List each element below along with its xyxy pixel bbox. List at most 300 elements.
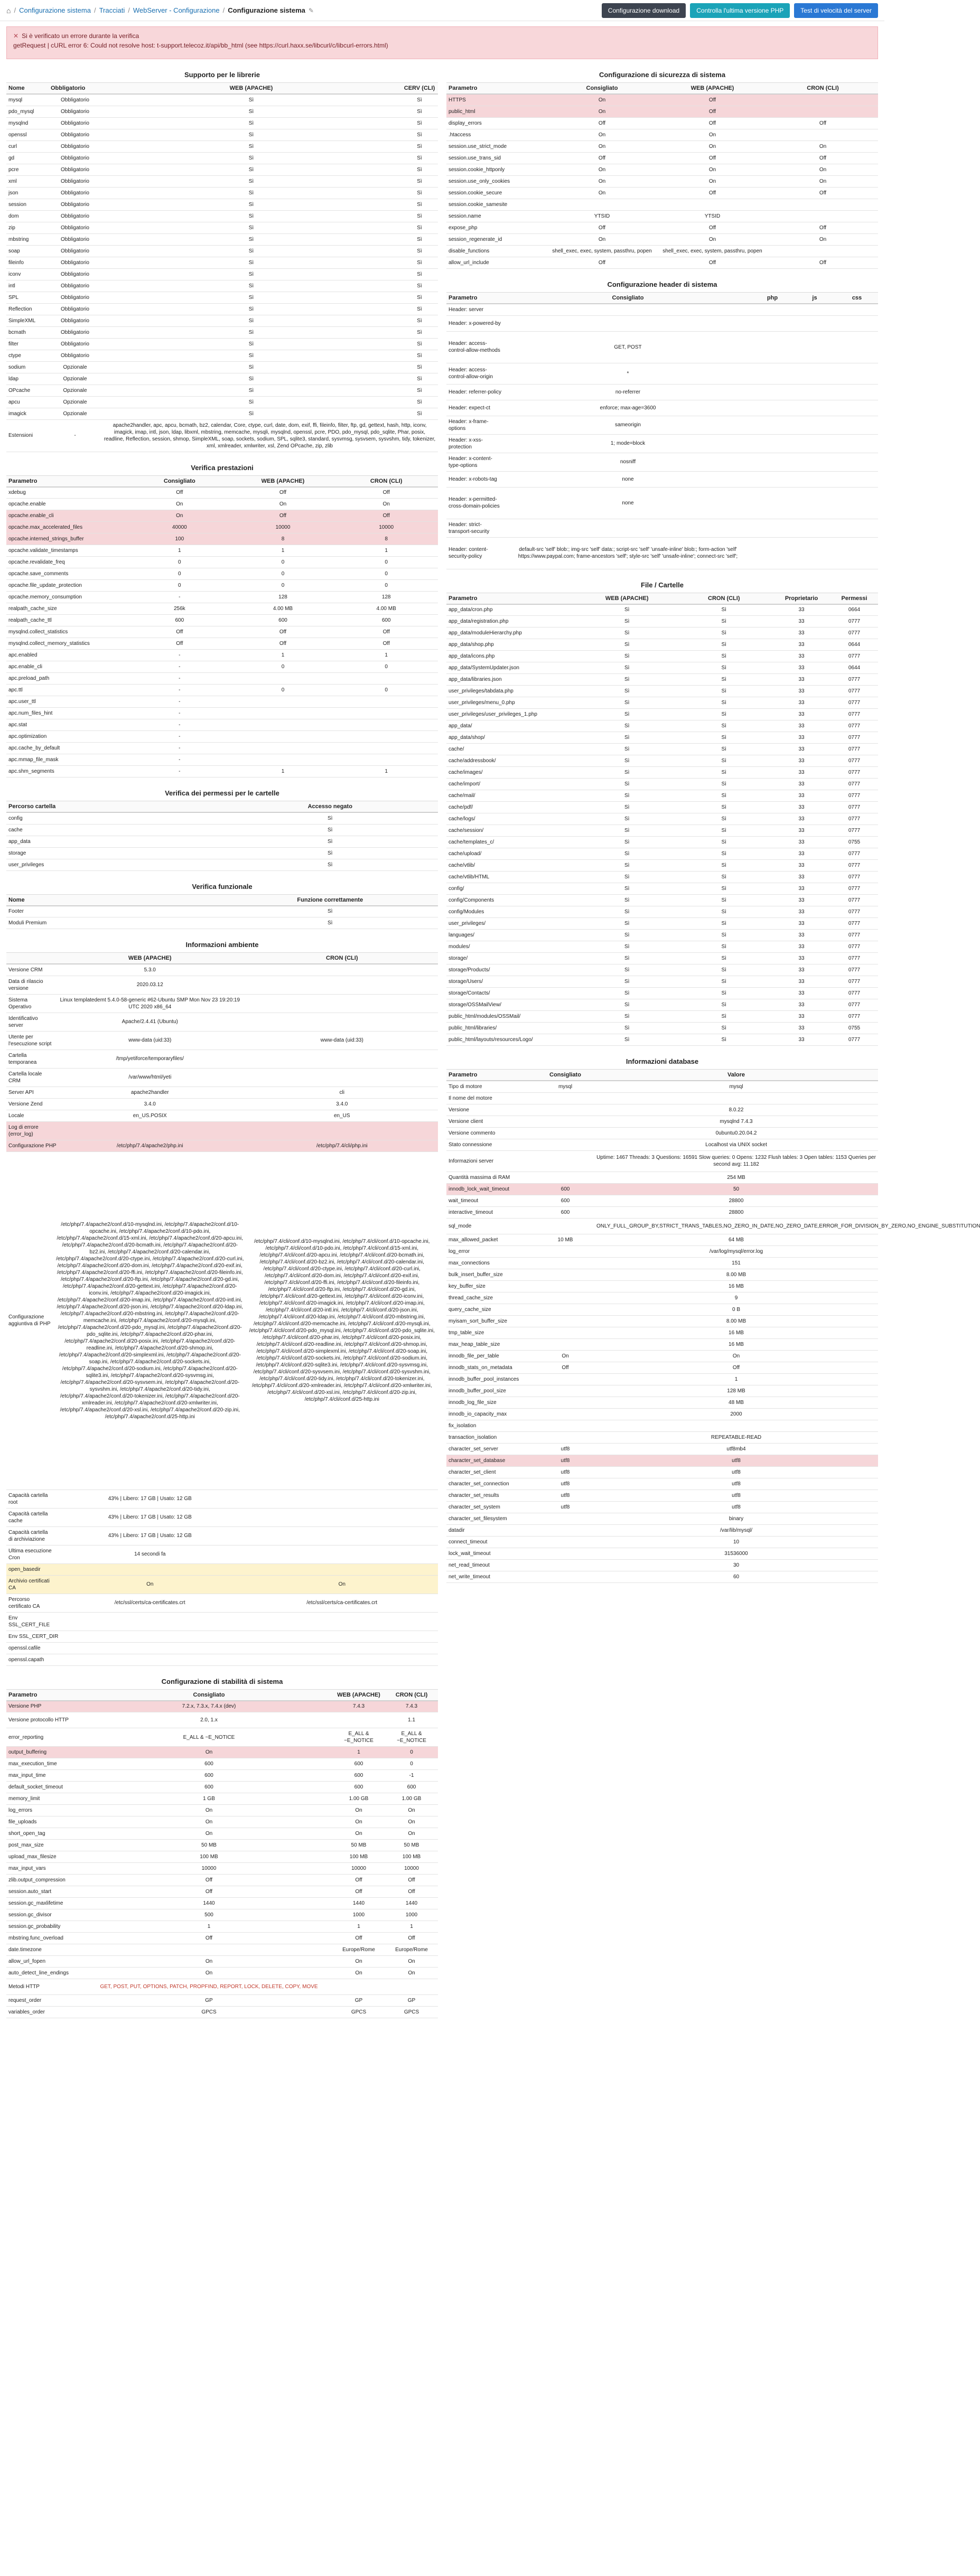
cell-value: Sì xyxy=(676,616,773,627)
cell-value: 600 xyxy=(332,1782,385,1793)
column-header: Consigliato xyxy=(536,1070,594,1081)
row-label: config/ xyxy=(446,883,578,895)
table-row xyxy=(446,1234,878,1245)
table-row xyxy=(446,384,878,400)
table-row xyxy=(6,303,438,315)
cell-value: 50 MB xyxy=(86,1840,332,1851)
row-label: iconv xyxy=(6,268,49,280)
download-config-button[interactable]: Configurazione download xyxy=(602,3,686,18)
cell-value: Off xyxy=(657,152,768,164)
headers-title: Configurazione header di sistema xyxy=(446,276,878,293)
column-header: php xyxy=(751,293,794,304)
cell-value: 10 MB xyxy=(536,1234,594,1245)
cell-value: utf8 xyxy=(536,1478,594,1490)
cell-value xyxy=(768,210,878,222)
cell-value: 0777 xyxy=(830,802,878,813)
speed-test-button[interactable]: Test di velocità del server xyxy=(794,3,878,18)
cell-value: 33 xyxy=(772,616,830,627)
cell-value: Apache/2.4.41 (Ubuntu) xyxy=(54,1013,246,1031)
cell-value: Sì xyxy=(101,408,401,419)
cell-value: 3.4.0 xyxy=(54,1098,246,1110)
row-label: max_heap_table_size xyxy=(446,1338,536,1350)
cell-value: 33 xyxy=(772,662,830,674)
row-label: storage/OSSMailView/ xyxy=(446,999,578,1011)
cell-value xyxy=(334,743,438,754)
cell-value: mysqlnd 7.4.3 xyxy=(594,1116,878,1127)
cell-value: Sì xyxy=(401,361,438,373)
cell-value: /var/lib/mysql/ xyxy=(594,1524,878,1536)
cell-value: Obbligatorio xyxy=(49,268,101,280)
cell-value: Sì xyxy=(676,755,773,767)
table-row xyxy=(6,626,438,638)
row-label: config xyxy=(6,812,222,824)
cell-value: 0777 xyxy=(830,964,878,976)
table-row xyxy=(446,257,878,268)
cell-value: Off xyxy=(657,117,768,129)
table-row xyxy=(446,686,878,697)
cell-value: Opzionale xyxy=(49,385,101,396)
cell-value: Sì xyxy=(101,361,401,373)
table-row xyxy=(446,872,878,883)
cell-value: On xyxy=(768,175,878,187)
cell-value: 0777 xyxy=(830,686,878,697)
cell-value: 8.00 MB xyxy=(594,1315,878,1327)
cell-value: 5.3.0 xyxy=(54,964,246,976)
cell-value: 600 xyxy=(385,1782,438,1793)
table-row xyxy=(446,233,878,245)
cell-value: 7.4.3 xyxy=(385,1701,438,1712)
cell-value: 40000 xyxy=(128,522,231,533)
cell-value: Sì xyxy=(578,964,676,976)
table-row xyxy=(6,257,438,268)
cell-value: 0777 xyxy=(830,674,878,686)
cell-value: Sì xyxy=(401,140,438,152)
table-row xyxy=(6,522,438,533)
cell-value xyxy=(836,537,878,569)
row-label: character_set_results xyxy=(446,1490,536,1501)
cell-value: Sì xyxy=(578,941,676,953)
cell-value xyxy=(246,1654,438,1665)
stability-title: Configurazione di stabilità di sistema xyxy=(6,1673,438,1690)
cell-value: 1000 xyxy=(385,1909,438,1921)
row-label: key_buffer_size xyxy=(446,1280,536,1292)
cell-value: Sì xyxy=(676,639,773,651)
cell-value: utf8 xyxy=(594,1455,878,1466)
table-row xyxy=(6,685,438,696)
cell-value: Sì xyxy=(676,953,773,964)
cell-value: 33 xyxy=(772,767,830,779)
cell-value: On xyxy=(547,233,657,245)
table-row xyxy=(6,1013,438,1031)
row-label: net_write_timeout xyxy=(446,1571,536,1582)
close-icon[interactable]: ✕ xyxy=(13,32,19,40)
cell-value: On xyxy=(86,1805,332,1816)
cell-value: Sì xyxy=(676,604,773,616)
cell-value xyxy=(768,199,878,210)
cell-value xyxy=(768,245,878,257)
breadcrumb-separator: / xyxy=(222,6,225,14)
cell-value xyxy=(836,400,878,416)
cell-value xyxy=(751,400,794,416)
cell-value: 1440 xyxy=(385,1898,438,1909)
cell-value: Uptime: 1467 Threads: 3 Questions: 16591 Slow queries: 0 Opens: 1232 Flush tables: 3 Open tables: 1153 Queries per second avg: 11.182 xyxy=(594,1150,878,1172)
cell-value: On xyxy=(547,175,657,187)
cell-value: Opzionale xyxy=(49,408,101,419)
cell-value: Sì xyxy=(101,164,401,175)
cell-value xyxy=(836,487,878,519)
cell-value: Sì xyxy=(578,976,676,988)
table-row xyxy=(6,487,438,499)
table-row xyxy=(6,268,438,280)
cell-value: Sì xyxy=(401,187,438,199)
cell-value: Obbligatorio xyxy=(49,199,101,210)
row-label: filter xyxy=(6,338,49,350)
security-table xyxy=(446,83,878,269)
row-label: xml xyxy=(6,175,49,187)
database-panel xyxy=(446,1053,980,1583)
cell-value: 7.4.3 xyxy=(332,1701,385,1712)
cell-value: - xyxy=(128,650,231,661)
cell-value xyxy=(751,331,794,363)
row-label: Versione protocollo HTTP xyxy=(6,1712,86,1728)
row-label: fileinfo xyxy=(6,257,49,268)
check-php-version-button[interactable]: Controlla l'ultima versione PHP xyxy=(690,3,790,18)
cell-value: 0777 xyxy=(830,999,878,1011)
table-row xyxy=(446,152,878,164)
row-label: intl xyxy=(6,280,49,292)
table-row xyxy=(446,1139,878,1150)
cell-value: Sì xyxy=(101,152,401,164)
cell-value: Sì xyxy=(676,930,773,941)
table-row xyxy=(446,1245,878,1257)
row-label: Ultima esecuzione Cron xyxy=(6,1545,54,1563)
cell-value xyxy=(536,1150,594,1172)
cell-value: 254 MB xyxy=(594,1172,878,1183)
cell-value: Off xyxy=(657,94,768,106)
cell-value: 64 MB xyxy=(594,1234,878,1245)
row-label: SPL xyxy=(6,292,49,303)
cell-value: 8 xyxy=(231,533,335,545)
row-label: error_reporting xyxy=(6,1728,86,1747)
table-row xyxy=(6,603,438,615)
cell-value xyxy=(536,1559,594,1571)
column-header: Nome xyxy=(6,83,49,94)
column-header: Permessi xyxy=(830,593,878,604)
cell-value: Sì xyxy=(101,257,401,268)
cell-value: mysql xyxy=(594,1081,878,1092)
table-row xyxy=(6,1563,438,1575)
folders-title: Verifica dei permessi per le cartelle xyxy=(6,785,438,801)
cell-value: 600 xyxy=(128,615,231,626)
row-label: session.name xyxy=(446,210,547,222)
table-row xyxy=(6,1770,438,1782)
cell-value: 33 xyxy=(772,709,830,720)
row-label: session.cookie_httponly xyxy=(446,164,547,175)
row-label: mysqlnd.collect_statistics xyxy=(6,626,128,638)
cell-value xyxy=(231,696,335,708)
cell-value: Sì xyxy=(578,779,676,790)
row-label: Footer xyxy=(6,906,222,917)
cell-value: 10000 xyxy=(332,1863,385,1875)
cell-value xyxy=(536,1397,594,1408)
row-label: Header: x-content-type-options xyxy=(446,453,505,471)
row-label: disable_functions xyxy=(446,245,547,257)
row-label: session.cookie_samesite xyxy=(446,199,547,210)
cell-value: Sì xyxy=(676,872,773,883)
cell-value: Sì xyxy=(222,906,438,917)
row-label: app_data/libraries.json xyxy=(446,674,578,686)
table-row xyxy=(446,767,878,779)
table-row xyxy=(6,1031,438,1050)
top-bar xyxy=(0,0,884,21)
cell-value: 2020.03.12 xyxy=(54,976,246,994)
table-row xyxy=(446,106,878,117)
cell-value xyxy=(836,331,878,363)
cell-value: 128 xyxy=(231,592,335,603)
table-row xyxy=(446,222,878,233)
cell-value xyxy=(794,304,836,316)
cell-value: 1 xyxy=(332,1921,385,1933)
table-row xyxy=(446,779,878,790)
cell-value: 1 xyxy=(231,545,335,557)
cell-value: Off xyxy=(334,510,438,522)
cell-value: 0777 xyxy=(830,1011,878,1023)
cell-value xyxy=(54,1121,246,1140)
cell-value: Sì xyxy=(222,836,438,847)
cell-value: GP xyxy=(86,1995,332,2007)
column-header: CRON (CLI) xyxy=(334,476,438,487)
breadcrumb-item-webserver[interactable]: WebServer - Configurazione xyxy=(133,6,220,14)
table-row xyxy=(6,175,438,187)
table-row xyxy=(446,964,878,976)
cell-value: Obbligatorio xyxy=(49,257,101,268)
cell-value xyxy=(751,519,794,537)
row-label: config/Components xyxy=(446,895,578,906)
row-label: net_read_timeout xyxy=(446,1559,536,1571)
cell-value: none xyxy=(505,487,751,519)
cell-value: 50 MB xyxy=(385,1840,438,1851)
cell-value: 0777 xyxy=(830,1034,878,1046)
cell-value: Sì xyxy=(578,953,676,964)
cell-value: 10000 xyxy=(231,522,335,533)
cell-value xyxy=(246,1631,438,1642)
table-header xyxy=(6,953,438,964)
cell-value: Sì xyxy=(676,1023,773,1034)
row-label: file_uploads xyxy=(6,1816,86,1828)
cell-value xyxy=(536,1269,594,1280)
cell-value: GPCS xyxy=(385,2007,438,2018)
row-label: thread_cache_size xyxy=(446,1292,536,1304)
cell-value: 33 xyxy=(772,918,830,930)
table-row xyxy=(6,1612,438,1631)
row-label: Configurazione PHP xyxy=(6,1140,54,1151)
row-label: storage/Contacts/ xyxy=(446,988,578,999)
row-label: zlib.output_compression xyxy=(6,1875,86,1886)
cell-value: 33 xyxy=(772,1011,830,1023)
breadcrumb-item-logs[interactable]: Tracciati xyxy=(99,6,125,14)
cell-value: -1 xyxy=(385,1770,438,1782)
cell-value: 1 xyxy=(334,766,438,778)
cell-value: On xyxy=(547,164,657,175)
row-label: public_html/modules/OSSMail/ xyxy=(446,1011,578,1023)
row-label: session.gc_divisor xyxy=(6,1909,86,1921)
row-label: zip xyxy=(6,222,49,233)
cell-value xyxy=(536,1139,594,1150)
cell-value: Off xyxy=(334,626,438,638)
cell-value: 0755 xyxy=(830,1023,878,1034)
table-row xyxy=(446,604,878,616)
cell-value: none xyxy=(505,471,751,487)
row-label: Cartella temporanea xyxy=(6,1050,54,1068)
table-row xyxy=(6,1068,438,1086)
table-row xyxy=(446,1490,878,1501)
table-row xyxy=(6,1933,438,1944)
security-title: Configurazione di sicurezza di sistema xyxy=(446,67,878,83)
cell-value xyxy=(536,1304,594,1315)
table-header xyxy=(446,1070,878,1081)
cell-value: 100 MB xyxy=(332,1851,385,1863)
cell-value: Sì xyxy=(222,812,438,824)
cell-value: 0 xyxy=(334,580,438,592)
home-icon[interactable]: ⌂ xyxy=(6,6,11,15)
table-row xyxy=(6,1979,438,1995)
row-label: Utente per l'esecuzione script xyxy=(6,1031,54,1050)
row-label: apc.user_ttl xyxy=(6,696,128,708)
cell-value: 43% | Libero: 17 GB | Usato: 12 GB xyxy=(54,1526,246,1545)
cell-value: Sì xyxy=(101,268,401,280)
row-label: Versione CRM xyxy=(6,964,54,976)
column-header: CRON (CLI) xyxy=(385,1690,438,1701)
row-label: config/Modules xyxy=(446,906,578,918)
table-row xyxy=(446,941,878,953)
cell-value xyxy=(334,719,438,731)
table-row xyxy=(446,1373,878,1385)
cell-value: 33 xyxy=(772,941,830,953)
table-row xyxy=(446,117,878,129)
table-row xyxy=(446,1524,878,1536)
row-label: openssl.capath xyxy=(6,1654,54,1665)
cell-value xyxy=(794,487,836,519)
cell-value: Sì xyxy=(676,906,773,918)
cell-value: Opzionale xyxy=(49,396,101,408)
cell-value: Sì xyxy=(401,199,438,210)
cell-value: Sì xyxy=(222,824,438,836)
cell-value: Sì xyxy=(101,140,401,152)
table-row xyxy=(6,1140,438,1151)
row-label: user_privileges/tabdata.php xyxy=(446,686,578,697)
cell-value: Sì xyxy=(578,906,676,918)
cell-value: 33 xyxy=(772,860,830,872)
row-label: apcu xyxy=(6,396,49,408)
cell-value: 43% | Libero: 17 GB | Usato: 12 GB xyxy=(54,1490,246,1508)
row-label: storage xyxy=(6,847,222,859)
cell-value: 33 xyxy=(772,999,830,1011)
row-label: default_socket_timeout xyxy=(6,1782,86,1793)
cell-value xyxy=(794,384,836,400)
cell-value: utf8 xyxy=(594,1501,878,1513)
table-row xyxy=(6,292,438,303)
table-row xyxy=(446,732,878,744)
cell-value: Sì xyxy=(101,326,401,338)
cell-value: Sì xyxy=(101,106,401,117)
cell-value: 0777 xyxy=(830,895,878,906)
cell-value: Sì xyxy=(676,627,773,639)
row-label: cache/templates_c/ xyxy=(446,837,578,848)
cell-value: 0777 xyxy=(830,883,878,895)
cell-value: 28800 xyxy=(594,1195,878,1206)
cell-value: binary xyxy=(594,1513,878,1524)
cell-value: 10000 xyxy=(385,1863,438,1875)
cell-value xyxy=(768,129,878,140)
cell-value xyxy=(836,363,878,384)
table-row xyxy=(6,1151,438,1490)
table-row xyxy=(6,1545,438,1563)
cell-value: 33 xyxy=(772,906,830,918)
cell-value: 600 xyxy=(86,1782,332,1793)
table-row xyxy=(446,918,878,930)
cell-value: utf8 xyxy=(594,1490,878,1501)
cell-value: Sì xyxy=(676,674,773,686)
cell-value: sameorigin xyxy=(505,416,751,434)
libraries-table xyxy=(6,83,438,452)
breadcrumb xyxy=(6,6,314,15)
row-label: session.cookie_secure xyxy=(446,187,547,199)
cell-value xyxy=(751,304,794,316)
cell-value: On xyxy=(536,1350,594,1362)
cell-value: Off xyxy=(231,510,335,522)
row-label: bulk_insert_buffer_size xyxy=(446,1269,536,1280)
cell-value xyxy=(54,1642,246,1654)
breadcrumb-item-settings[interactable]: Configurazione sistema xyxy=(19,6,91,14)
cell-value: 33 xyxy=(772,813,830,825)
table-row xyxy=(6,1701,438,1712)
cell-value: 0ubuntu0.20.04.2 xyxy=(594,1127,878,1139)
row-label: opcache.enable xyxy=(6,499,128,510)
table-row xyxy=(6,1712,438,1728)
cell-value xyxy=(536,1280,594,1292)
row-label: Header: x-frame-options xyxy=(446,416,505,434)
table-row xyxy=(6,419,438,452)
files-title: File / Cartelle xyxy=(446,577,878,593)
cell-value: Obbligatorio xyxy=(49,292,101,303)
bookmark-icon[interactable]: ✎ xyxy=(308,6,314,14)
cell-value: 0777 xyxy=(830,755,878,767)
extensions-value: apache2handler, apc, apcu, bcmath, bz2, calendar, Core, ctype, curl, date, dom, exif, ffi, fileinfo, filter, ftp, gd, gettext, hash, http, iconv, imagick, imap, intl, json, ldap, libxml, mbstring, memcache, mysqli, mysqlnd, openssl, pcre, PDO, pdo_mysql, pdo_sqlite, Phar, posix, readline, Reflection, session, shmop, SimpleXML, soap, sockets, sodium, SPL, sqlite3, standard, sysvmsg, sysvsem, sysvshm, tidy, tokenizer, xml, xmlreader, xmlwriter, xsl, Zend OPcache, zip, zlib xyxy=(101,419,438,452)
row-label: Env SSL_CERT_DIR xyxy=(6,1631,54,1642)
row-label: myisam_sort_buffer_size xyxy=(446,1315,536,1327)
table-row xyxy=(6,568,438,580)
cell-value: - xyxy=(128,731,231,743)
row-label: bcmath xyxy=(6,326,49,338)
cell-value: Sì xyxy=(578,697,676,709)
table-row xyxy=(6,280,438,292)
table-row xyxy=(6,396,438,408)
cell-value: Sì xyxy=(101,373,401,385)
table-row xyxy=(446,129,878,140)
cell-value: Off xyxy=(547,117,657,129)
table-row xyxy=(446,199,878,210)
cell-value: 0777 xyxy=(830,976,878,988)
cell-value: 2.0, 1.x xyxy=(86,1712,332,1728)
row-label: OPcache xyxy=(6,385,49,396)
row-label: Versione client xyxy=(446,1116,536,1127)
table-row xyxy=(6,164,438,175)
cell-value: /etc/ssl/certs/ca-certificates.crt xyxy=(246,1594,438,1612)
table-row xyxy=(446,895,878,906)
table-row xyxy=(446,363,878,384)
row-label: public_html/libraries/ xyxy=(446,1023,578,1034)
table-row xyxy=(6,315,438,326)
